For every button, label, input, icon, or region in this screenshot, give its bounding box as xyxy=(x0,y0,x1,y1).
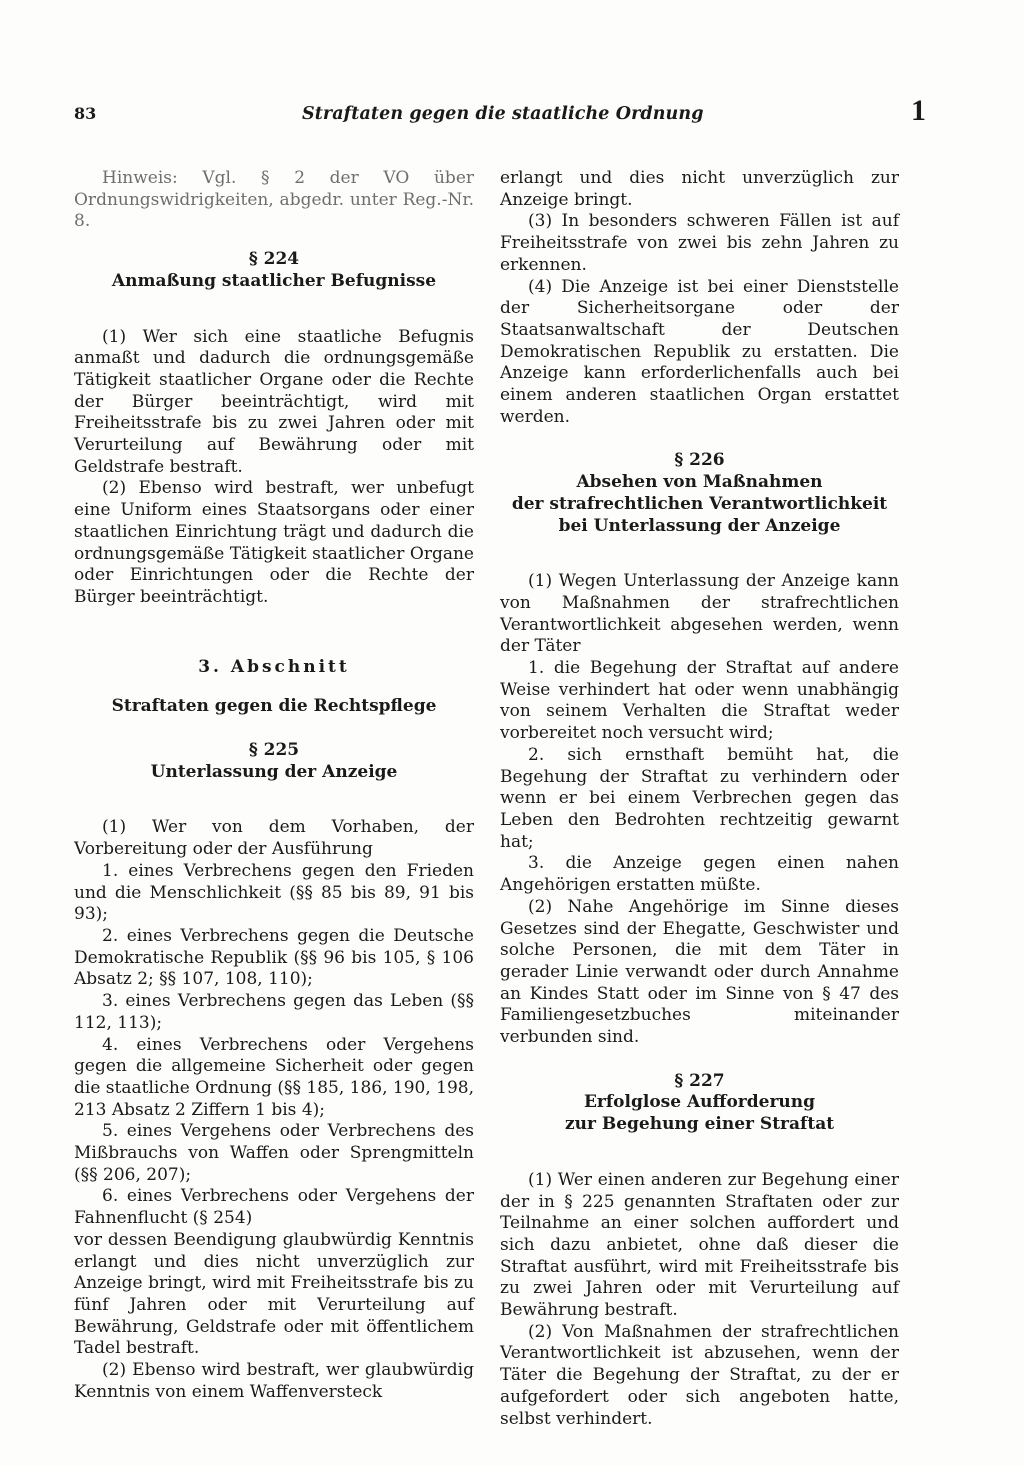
chapter-section-title: Straftaten gegen die Rechtspflege xyxy=(111,696,437,717)
body-paragraph: (4) Die Anzeige ist bei einer Dienststelle der Sicherheitsorgane oder der Staatsanwaltschaft der Deutschen Demokratischen Republik zu erstatten. Die Anzeige kann erforderlichenfalls auch bei einem anderen staatlichen Organ erstattet werden. xyxy=(500,276,899,427)
body-paragraph: erlangt und dies nicht unverzüglich zur Anzeige bringt. xyxy=(500,168,899,210)
body-paragraph: (1) Wer sich eine staatliche Befugnis anmaßt und dadurch die ordnungsgemäße Tätigkeit staatlicher Organe oder die Rechte der Bürger beeinträchtigt, wird mit Freiheitsstrafe bis zu zwei Jahren oder mit Verurteilung auf Bewährung oder mit Geldstrafe bestraft. xyxy=(74,326,474,477)
paragraph-number: § 227 xyxy=(674,1070,725,1091)
page-header xyxy=(74,94,926,134)
paragraph-number: § 226 xyxy=(674,450,725,471)
paragraph-title: Unterlassung der Anzeige xyxy=(150,761,398,782)
right-column xyxy=(500,168,899,1430)
paragraph-title: Anmaßung staatlicher Befugnisse xyxy=(111,270,437,291)
list-item: 1. eines Verbrechens gegen den Frieden und die Menschlichkeit (§§ 85 bis 89, 91 bis 93); xyxy=(74,860,474,925)
section-heading-227 xyxy=(500,1071,899,1136)
list-item: 3. eines Verbrechens gegen das Leben (§§ 112, 113); xyxy=(74,991,474,1033)
list-item: 6. eines Verbrechens oder Vergehens der Fahnenflucht (§ 254) xyxy=(74,1186,474,1229)
body-paragraph: (1) Wer einen anderen zur Begehung einer der in § 225 genannten Straftaten oder zur Teilnahme an einer solchen auffordert und sich dazu anbietet, ohne daß dieser die Straftat ausführt, wird mit Freiheitsstrafe bis zu zwei Jahren oder mit Verurteilung auf Bewährung bestraft. xyxy=(500,1169,899,1321)
paragraph-number: § 224 xyxy=(248,249,300,270)
paragraph-title-line: zur Begehung einer Straftat xyxy=(564,1114,835,1135)
hinweis-note: Hinweis: Vgl. § 2 der VO über Ordnungswidrigkeiten, abgedr. unter Reg.-Nr. 8. xyxy=(74,168,474,232)
running-title: Straftaten gegen die staatliche Ordnung xyxy=(302,104,704,124)
list-item: 5. eines Vergehens oder Verbrechens des Mißbrauchs von Waffen oder Sprengmitteln (§§ 206, 207); xyxy=(74,1121,474,1185)
list-item: 1. die Begehung der Straftat auf andere Weise verhindert hat oder wenn unabhängig von seinem Verhalten die Straftat weder vorbereitet noch versucht wird; xyxy=(500,658,899,744)
paragraph-title-line: der strafrechtlichen Verantwortlichkeit xyxy=(511,493,888,514)
paragraph-title-line: Erfolglose Aufforderung xyxy=(583,1092,816,1113)
list-item: 3. die Anzeige gegen einen nahen Angehörigen erstatten müßte. xyxy=(500,853,899,896)
chapter-number: 1 xyxy=(911,94,926,127)
left-column xyxy=(74,168,474,1403)
paragraph-title-line: bei Unterlassung der Anzeige xyxy=(558,515,841,536)
section-heading-224 xyxy=(74,249,474,292)
list-item: 2. eines Verbrechens gegen die Deutsche Demokratische Republik (§§ 96 bis 105, § 106 Absatz 2; §§ 107, 108, 110); xyxy=(74,925,474,990)
body-paragraph: (3) In besonders schweren Fällen ist auf Freiheitsstrafe von zwei bis zehn Jahren zu erkennen. xyxy=(500,211,899,275)
body-paragraph: (2) Ebenso wird bestraft, wer unbefugt eine Uniform eines Staatsorgans oder einer staatlichen Einrichtung trägt und dadurch die ordnungsgemäße Tätigkeit staatlicher Organe oder Einrichtungen oder die Rechte der Bürger beeinträchtigt. xyxy=(74,478,474,607)
body-paragraph: vor dessen Beendigung glaubwürdig Kenntnis erlangt und dies nicht unverzüglich zur Anzeige bringt, wird mit Freiheitsstrafe bis zu fünf Jahren oder mit Verurteilung auf Bewährung, Geldstrafe oder mit öffentlichem Tadel bestraft. xyxy=(74,1229,474,1359)
section-heading-226 xyxy=(500,450,899,537)
page-number: 83 xyxy=(74,104,97,123)
body-paragraph: (1) Wegen Unterlassung der Anzeige kann von Maßnahmen der strafrechtlichen Verantwortlichkeit abgesehen werden, wenn der Täter xyxy=(500,571,899,657)
section-heading-225 xyxy=(74,740,474,783)
body-paragraph: (1) Wer von dem Vorhaben, der Vorbereitung oder der Ausführung xyxy=(74,817,474,860)
body-paragraph: (2) Ebenso wird bestraft, wer glaubwürdig Kenntnis von einem Waffenversteck xyxy=(74,1360,474,1402)
paragraph-title-line: Absehen von Maßnahmen xyxy=(576,472,823,493)
body-paragraph: (2) Von Maßnahmen der strafrechtlichen Verantwortlichkeit ist abzusehen, wenn der Täter die Begehung der Straftat, zu der er aufgefordert oder sich angeboten hatte, selbst verhindert. xyxy=(500,1321,899,1429)
paragraph-number: § 225 xyxy=(248,740,300,761)
list-item: 2. sich ernsthaft bemüht hat, die Begehung der Straftat zu verhindern oder wenn er bei einem Verbrechen gegen das Leben den Bedrohten rechtzeitig gewarnt hat; xyxy=(500,744,899,852)
chapter-section-label: 3. Abschnitt xyxy=(198,656,350,677)
list-item: 4. eines Verbrechens oder Vergehens gegen die allgemeine Sicherheit oder gegen die staatliche Ordnung (§§ 185, 186, 190, 198, 213 Absatz 2 Ziffern 1 bis 4); xyxy=(74,1034,474,1120)
body-paragraph: (2) Nahe Angehörige im Sinne dieses Gesetzes sind der Ehegatte, Geschwister und solche Personen, die mit dem Täter in gerader Linie verwandt oder durch Annahme an Kindes Statt oder im Sinne von § 47 des Familiengesetzbuches miteinander verbunden sind. xyxy=(500,896,899,1048)
